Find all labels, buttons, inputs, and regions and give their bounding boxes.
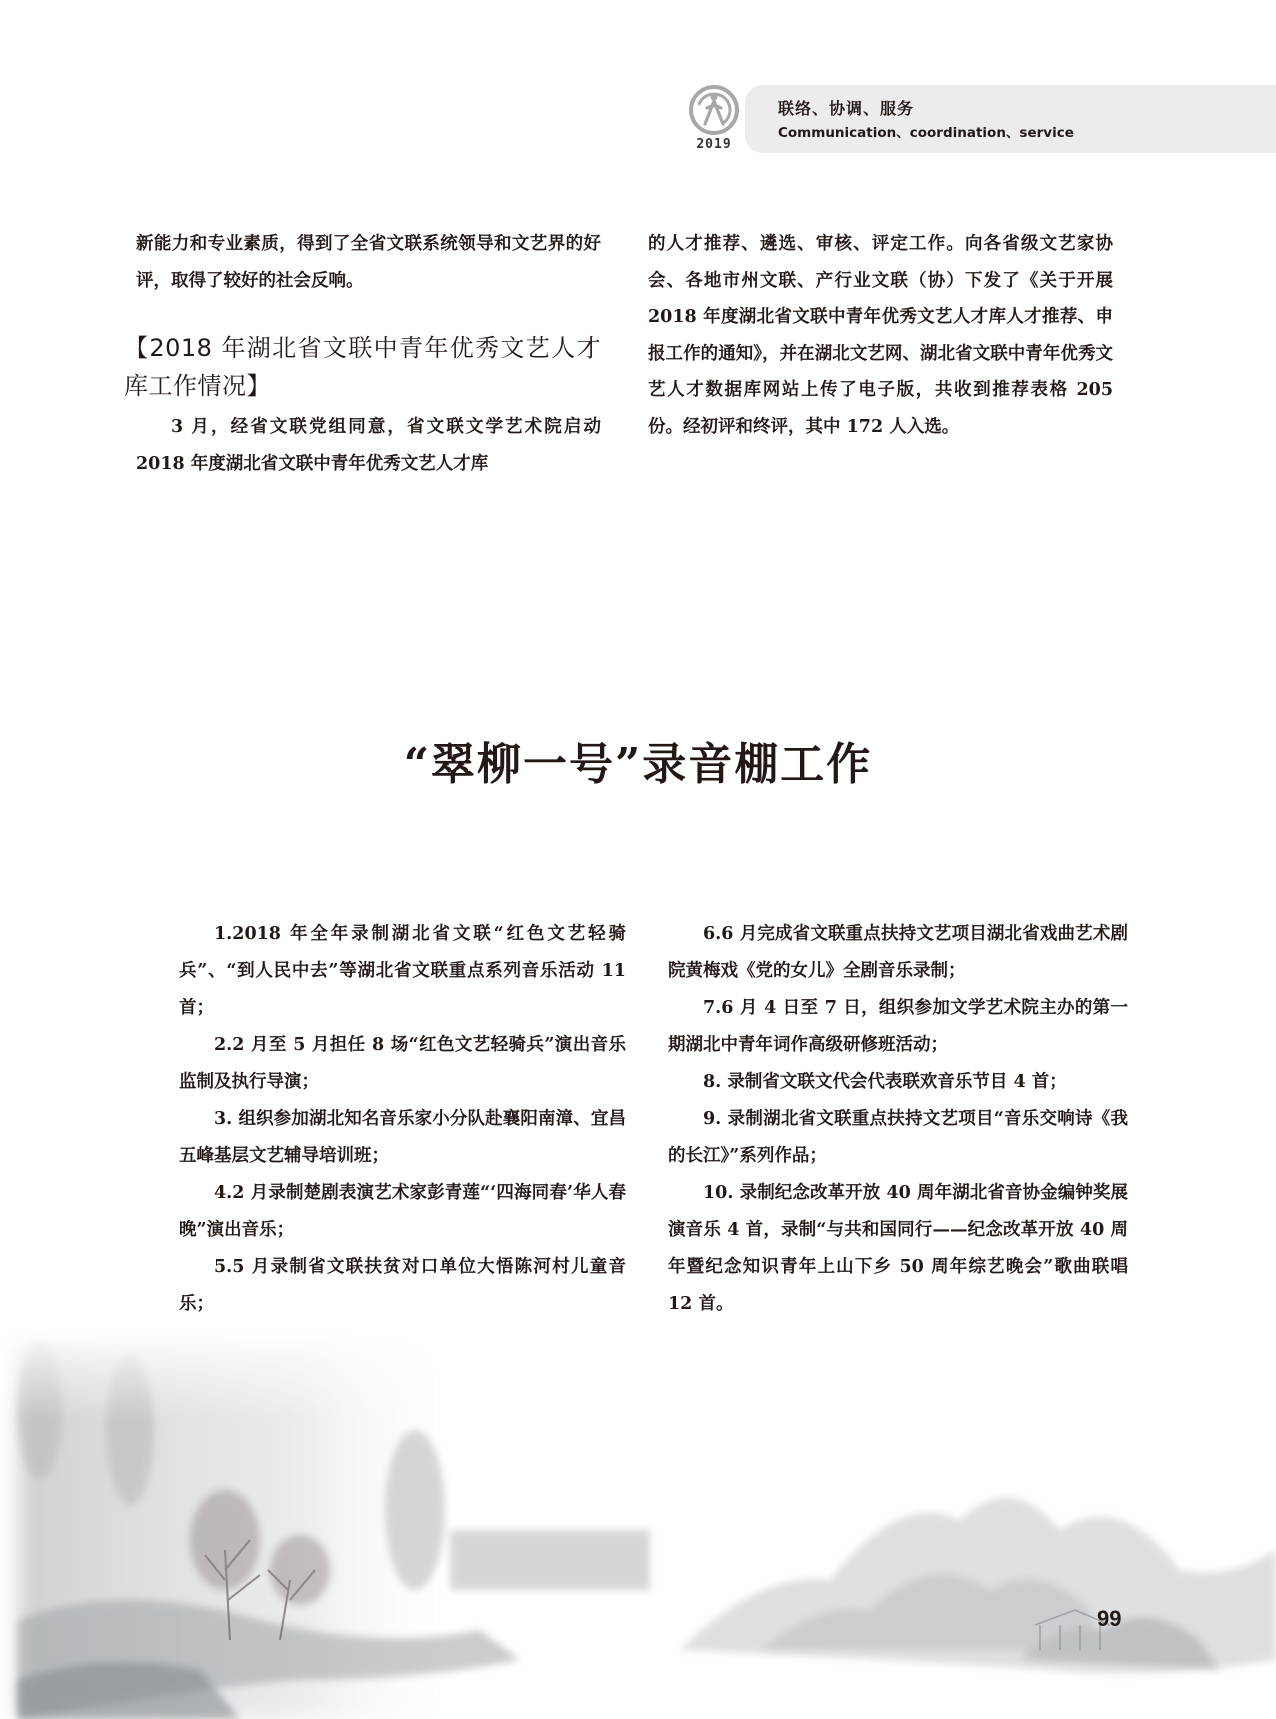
header-subtitle: Communication、coordination、service bbox=[778, 125, 1074, 141]
logo-year: 2019 bbox=[696, 137, 732, 152]
continued-paragraph: 新能力和专业素质，得到了全省文联系统领导和文艺界的好评，取得了较好的社会反响。 bbox=[136, 234, 601, 291]
list-item: 4.2 月录制楚剧表演艺术家彭青莲“‘四海同春’华人春晚”演出音乐； bbox=[179, 1183, 626, 1240]
list-item: 9. 录制湖北省文联重点扶持文艺项目“音乐交响诗《我的长江》”系列作品； bbox=[668, 1109, 1128, 1166]
list-item: 3. 组织参加湖北知名音乐家小分队赴襄阳南漳、宜昌五峰基层文艺辅导培训班； bbox=[179, 1109, 626, 1166]
federation-logo-icon bbox=[688, 84, 740, 136]
list-item: 10. 录制纪念改革开放 40 周年湖北省音协金编钟奖展演音乐 4 首，录制“与共和国同行——纪念改革开放 40 周年暨纪念知识青年上山下乡 50 周年综艺晚会”歌曲联唱 12 首。 bbox=[668, 1183, 1128, 1314]
list-item: 7.6 月 4 日至 7 日，组织参加文学艺术院主办的第一期湖北中青年词作高级研修班活动； bbox=[668, 998, 1128, 1055]
header-title: 联络、协调、服务 bbox=[778, 99, 915, 118]
list-item: 5.5 月录制省文联扶贫对口单位大悟陈河村儿童音乐； bbox=[179, 1257, 626, 1314]
top-left-column bbox=[124, 226, 601, 482]
subsection-heading: 【2018 年湖北省文联中青年优秀文艺人才库工作情况】 bbox=[124, 334, 601, 400]
page-number: 99 bbox=[1097, 1606, 1122, 1631]
ink-landscape-illustration bbox=[0, 1320, 1276, 1719]
items-left-column bbox=[179, 916, 626, 1323]
list-item: 1.2018 年全年录制湖北省文联“红色文艺轻骑兵”、“到人民中去”等湖北省文联重点系列音乐活动 11 首； bbox=[179, 924, 626, 1018]
body-paragraph: 3 月，经省文联党组同意，省文联文学艺术院启动 2018 年度湖北省文联中青年优秀文艺人才库 bbox=[136, 417, 601, 474]
top-right-column bbox=[648, 226, 1113, 445]
list-item: 6.6 月完成省文联重点扶持文艺项目湖北省戏曲艺术剧院黄梅戏《党的女儿》全剧音乐录制； bbox=[668, 924, 1128, 981]
list-item: 8. 录制省文联文代会代表联欢音乐节目 4 首； bbox=[703, 1072, 1067, 1092]
section-title: “翠柳一号”录音棚工作 bbox=[403, 739, 873, 790]
list-item: 2.2 月至 5 月担任 8 场“红色文艺轻骑兵”演出音乐监制及执行导演； bbox=[179, 1035, 626, 1092]
body-paragraph: 的人才推荐、遴选、审核、评定工作。向各省级文艺家协会、各地市州文联、产行业文联（协）下发了《关于开展 2018 年度湖北省文联中青年优秀文艺人才库人才推荐、申报工作的通知》，并在湖北文艺网、湖北省文联中青年优秀文艺人才数据库网站上传了电子版，共收到推荐表格 205 份。经初评和终评，其中 172 人入选。 bbox=[648, 234, 1113, 437]
items-right-column bbox=[668, 916, 1128, 1323]
